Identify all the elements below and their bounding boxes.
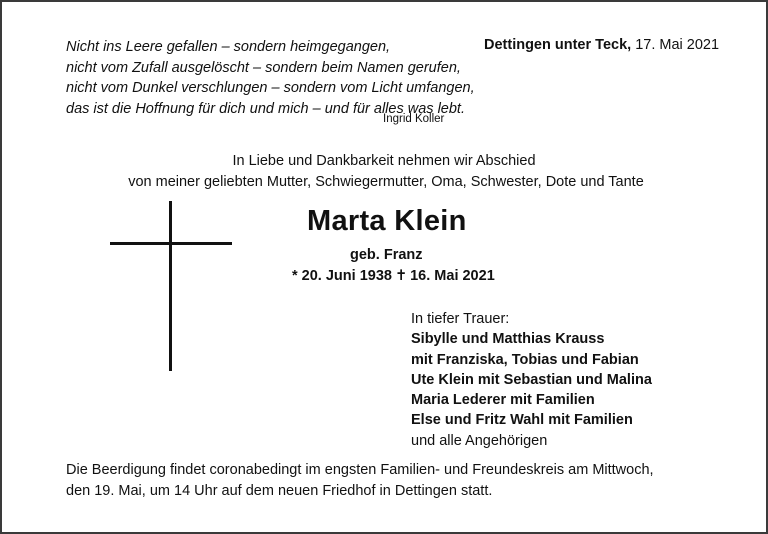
mourner-entry: Sibylle und Matthias Krauss [411, 331, 605, 348]
cross-vertical-bar [169, 201, 172, 371]
birth-date: * 20. Juni 1938 [292, 268, 392, 284]
cross-horizontal-bar [110, 242, 232, 245]
funeral-notice [66, 460, 654, 502]
poem-line: nicht vom Dunkel verschlungen – sondern vom Licht umfangen, [66, 80, 475, 96]
dateline-date: 17. Mai 2021 [631, 37, 720, 53]
mourner-entry: mit Franziska, Tobias und Fabian [411, 351, 639, 368]
poem-line: das ist die Hoffnung für dich und mich – und für alles was lebt. [66, 100, 465, 117]
poem-line: nicht vom Zufall ausgelöscht – sondern beim Namen gerufen, [66, 59, 461, 76]
mourner-entry: Maria Lederer mit Familien [411, 392, 595, 409]
mourners-list [411, 309, 652, 451]
funeral-line-2: den 19. Mai, um 14 Uhr auf dem neuen Friedhof in Dettingen statt. [66, 483, 493, 499]
mourners-heading: In tiefer Trauer: [411, 311, 510, 327]
cross-icon [110, 201, 232, 371]
funeral-line-1: Die Beerdigung findet coronabedingt im engsten Familien- und Freundeskreis am Mittwoch, [66, 462, 654, 478]
intro-line-2: von meiner geliebten Mutter, Schwiegermutter, Oma, Schwester, Dote und Tante [128, 174, 644, 190]
deceased-name: Marta Klein [307, 205, 467, 237]
poem [66, 37, 475, 119]
mourner-entry: Ute Klein mit Sebastian und Malina [411, 371, 652, 388]
dagger-icon: ✝ [394, 268, 408, 284]
poem-line: Nicht ins Leere gefallen – sondern heimgegangen, [66, 39, 391, 55]
death-date: 16. Mai 2021 [410, 268, 495, 284]
dateline [484, 37, 719, 53]
poem-author: Ingrid Koller [383, 113, 445, 125]
deceased-birth-name: geb. Franz [350, 247, 423, 263]
mourner-entry: Else und Fritz Wahl mit Familien [411, 412, 633, 429]
mourners-closing: und alle Angehörigen [411, 432, 548, 449]
intro-line-1: In Liebe und Dankbarkeit nehmen wir Abschied [232, 153, 536, 169]
dateline-place: Dettingen unter Teck, [484, 37, 632, 53]
life-dates [292, 268, 495, 284]
intro-text [2, 151, 766, 193]
